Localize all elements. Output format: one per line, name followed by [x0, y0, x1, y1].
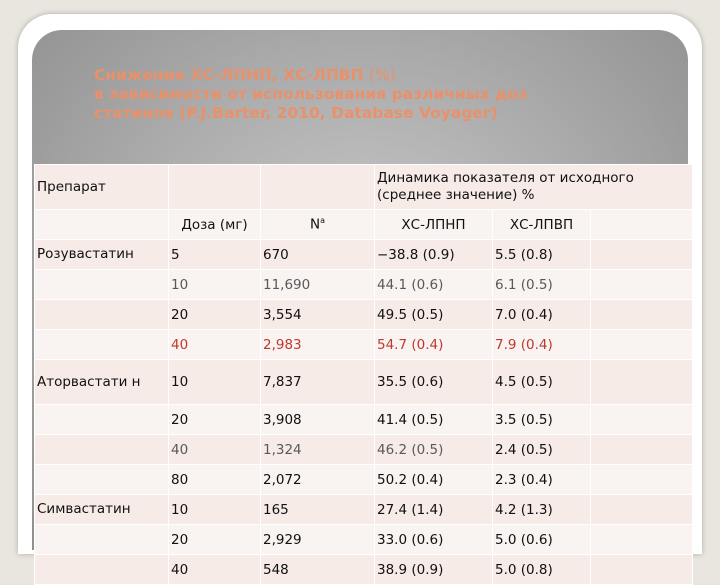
table-row	[35, 240, 693, 270]
slide-title	[94, 66, 694, 123]
cell-n: 1,324	[261, 435, 375, 465]
table-header-row-1	[35, 165, 693, 210]
cell-dose: 10	[169, 360, 261, 405]
cell-hdl: 3.5 (0.5)	[493, 405, 591, 435]
cell-dose: 10	[169, 495, 261, 525]
cell-empty	[591, 270, 693, 300]
statin-data-table	[34, 164, 693, 585]
cell-empty	[591, 555, 693, 585]
cell-n: 3,908	[261, 405, 375, 435]
cell-n: 2,983	[261, 330, 375, 360]
cell-hdl: 5.0 (0.6)	[493, 525, 591, 555]
cell-hdl: 5.0 (0.8)	[493, 555, 591, 585]
cell-drug	[35, 270, 169, 300]
cell-drug: Аторвастати н	[35, 360, 169, 405]
cell-dose: 20	[169, 300, 261, 330]
table-row	[35, 465, 693, 495]
cell-drug: Симвастатин	[35, 495, 169, 525]
cell-n: 11,690	[261, 270, 375, 300]
cell-dose: 10	[169, 270, 261, 300]
cell-ldl: 41.4 (0.5)	[375, 405, 493, 435]
header-empty-cell	[169, 165, 261, 210]
cell-hdl: 7.0 (0.4)	[493, 300, 591, 330]
cell-drug	[35, 330, 169, 360]
cell-empty	[591, 360, 693, 405]
header-dynamics: Динамика показателя от исходного (среднее значение) %	[375, 165, 693, 210]
title-line-1-text: Снижение ХС-ЛПНП, ХС-ЛПВП	[94, 66, 369, 84]
cell-hdl: 2.4 (0.5)	[493, 435, 591, 465]
cell-ldl: 54.7 (0.4)	[375, 330, 493, 360]
table-row	[35, 360, 693, 405]
title-line-2: в зависимости от использования различных доз	[94, 85, 528, 103]
title-line-1	[94, 66, 694, 85]
header-ldl: ХС-ЛПНП	[375, 210, 493, 240]
cell-empty	[591, 240, 693, 270]
table-row	[35, 300, 693, 330]
cell-hdl: 5.5 (0.8)	[493, 240, 591, 270]
header-n-label: N	[309, 216, 321, 233]
header-empty-cell	[35, 210, 169, 240]
header-hdl: ХС-ЛПВП	[493, 210, 591, 240]
title-line-1-percent: (%)	[368, 66, 396, 84]
cell-ldl: 35.5 (0.6)	[375, 360, 493, 405]
cell-drug	[35, 465, 169, 495]
cell-ldl: 50.2 (0.4)	[375, 465, 493, 495]
cell-n: 2,929	[261, 525, 375, 555]
cell-empty	[591, 465, 693, 495]
cell-n: 3,554	[261, 300, 375, 330]
table-row	[35, 330, 693, 360]
cell-n: 2,072	[261, 465, 375, 495]
cell-hdl: 6.1 (0.5)	[493, 270, 591, 300]
cell-ldl: 46.2 (0.5)	[375, 435, 493, 465]
cell-ldl: −38.8 (0.9)	[375, 240, 493, 270]
cell-dose: 40	[169, 555, 261, 585]
cell-n: 165	[261, 495, 375, 525]
header-n-superscript: a	[320, 216, 325, 226]
cell-hdl: 4.5 (0.5)	[493, 360, 591, 405]
cell-hdl: 2.3 (0.4)	[493, 465, 591, 495]
table-header-row-2	[35, 210, 693, 240]
header-drug: Препарат	[35, 165, 169, 210]
header-dose: Доза (мг)	[169, 210, 261, 240]
header-n	[261, 210, 375, 240]
cell-n: 670	[261, 240, 375, 270]
cell-drug: Розувастатин	[35, 240, 169, 270]
cell-drug	[35, 555, 169, 585]
cell-n: 548	[261, 555, 375, 585]
cell-dose: 20	[169, 405, 261, 435]
cell-dose: 80	[169, 465, 261, 495]
header-empty-cell	[261, 165, 375, 210]
header-empty-cell	[591, 210, 693, 240]
cell-drug	[35, 300, 169, 330]
cell-ldl: 27.4 (1.4)	[375, 495, 493, 525]
table-row	[35, 555, 693, 585]
cell-dose: 40	[169, 330, 261, 360]
cell-ldl: 44.1 (0.6)	[375, 270, 493, 300]
cell-dose: 5	[169, 240, 261, 270]
cell-empty	[591, 300, 693, 330]
cell-dose: 20	[169, 525, 261, 555]
table-row	[35, 495, 693, 525]
table-row	[35, 435, 693, 465]
title-line-3: статинов (P.J.Barter, 2010, Database Voyager)	[94, 104, 498, 122]
cell-n: 7,837	[261, 360, 375, 405]
cell-ldl: 49.5 (0.5)	[375, 300, 493, 330]
cell-empty	[591, 405, 693, 435]
cell-ldl: 33.0 (0.6)	[375, 525, 493, 555]
cell-empty	[591, 330, 693, 360]
cell-drug	[35, 405, 169, 435]
table-row	[35, 405, 693, 435]
cell-empty	[591, 495, 693, 525]
cell-hdl: 7.9 (0.4)	[493, 330, 591, 360]
cell-hdl: 4.2 (1.3)	[493, 495, 591, 525]
cell-empty	[591, 435, 693, 465]
cell-dose: 40	[169, 435, 261, 465]
table-row	[35, 270, 693, 300]
cell-drug	[35, 435, 169, 465]
cell-ldl: 38.9 (0.9)	[375, 555, 493, 585]
